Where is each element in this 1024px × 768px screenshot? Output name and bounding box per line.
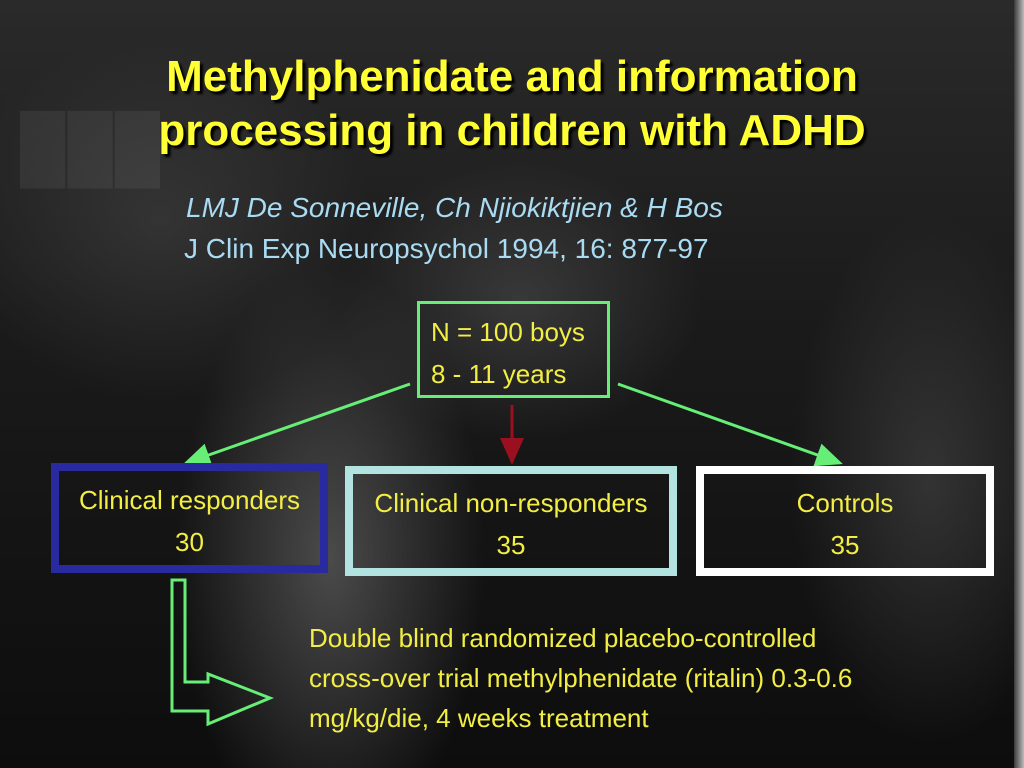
group-box-responders: [51, 463, 328, 573]
treatment-line-3: mg/kg/die, 4 weeks treatment: [309, 703, 649, 733]
sample-size: N = 100 boys: [431, 317, 585, 347]
arrow-to-responders: [186, 384, 410, 463]
group-label: Controls: [796, 488, 894, 518]
treatment-description: [309, 618, 929, 738]
treatment-line-2: cross-over trial methylphenidate (ritalin) 0.3-0.6: [309, 663, 853, 693]
citation-journal: J Clin Exp Neuropsychol 1994, 16: 877-97: [184, 233, 709, 264]
group-box-controls: [696, 466, 994, 576]
group-count: 35: [830, 530, 860, 560]
treatment-block-arrow: [172, 580, 270, 724]
sample-box: [417, 301, 610, 398]
background-photo-ghost: ███: [20, 111, 163, 183]
citation-authors: LMJ De Sonneville, Ch Njiokiktjien & H Bos: [186, 192, 723, 223]
group-count: 35: [496, 530, 526, 560]
group-label: Clinical non-responders: [374, 488, 648, 518]
title-line-1: Methylphenidate and information: [166, 52, 858, 101]
group-box-nonresponders: [345, 466, 677, 576]
group-count: 30: [175, 527, 204, 557]
arrow-to-controls: [618, 384, 840, 463]
title-line-2: processing in children with ADHD: [158, 106, 866, 155]
treatment-line-1: Double blind randomized placebo-controlled: [309, 623, 817, 653]
group-label: Clinical responders: [78, 485, 301, 515]
sample-age-range: 8 - 11 years: [431, 359, 567, 389]
